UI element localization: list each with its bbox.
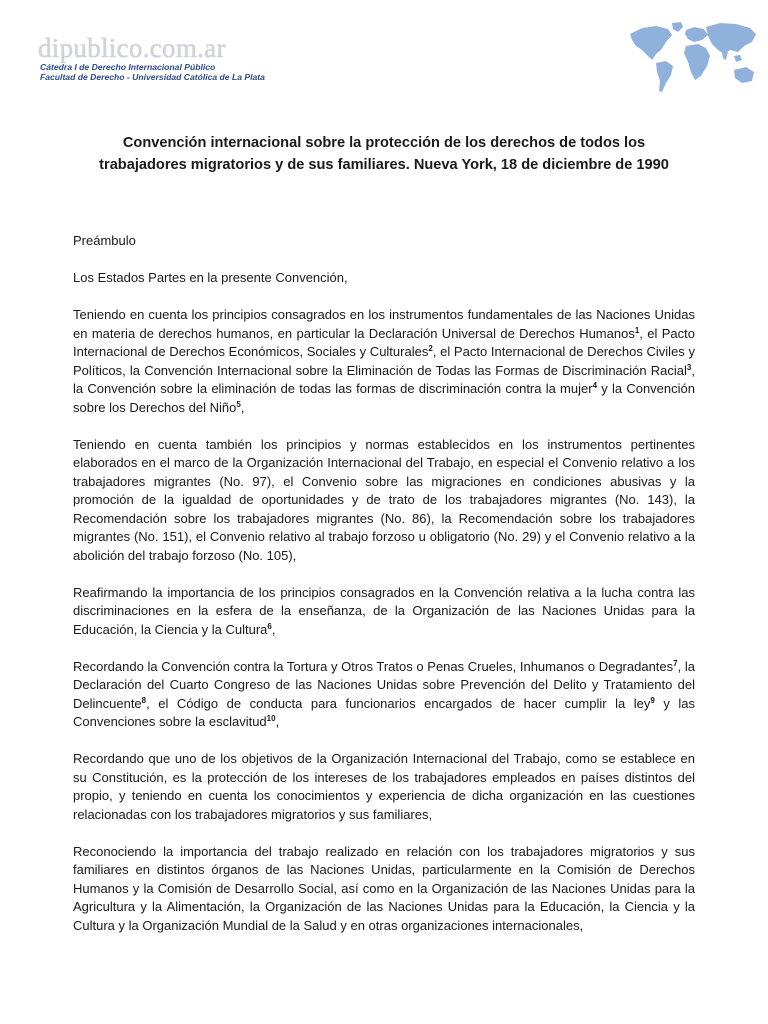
footnote-4: 4 <box>592 381 598 390</box>
p1-text-c: , el Pacto Internacional de Derechos Civiles y Políticos, la Convención Internacional sobre la Eliminación de Todas las Formas de Discriminación Racial <box>73 344 696 378</box>
p1-text-d: , la Convención sobre la eliminación de todas las formas de discriminación contra la mujer <box>73 362 695 396</box>
p4-text-d: y las Convenciones sobre la esclavitud <box>73 695 696 729</box>
paragraph-4 <box>73 658 695 732</box>
document-body <box>73 232 695 954</box>
page-header <box>0 0 768 100</box>
p1-text-b: , el Pacto Internacional de Derechos Económicos, Sociales y Culturales <box>73 325 695 359</box>
logo-title: dipublico.com.ar <box>38 33 226 63</box>
p3-text-b: , <box>271 621 276 637</box>
footnote-6: 6 <box>267 621 272 631</box>
footnote-3: 3 <box>686 362 692 372</box>
p1-text-f: , <box>240 399 245 415</box>
footnote-7: 7 <box>673 658 678 668</box>
document-title <box>60 132 708 176</box>
title-line-1: Convención internacional sobre la protección de los derechos de todos los <box>122 135 646 151</box>
world-map-icon <box>628 20 760 96</box>
footnote-2: 2 <box>428 344 433 353</box>
p3-text-a: Reafirmando la importancia de los principios consagrados en la Convención relativa a la lucha contra las discriminaciones en la esfera de la enseñanza, de la Organización de las Naciones Unidas para la Educación, la Ciencia y la Cultura <box>73 584 695 637</box>
paragraph-6: Reconociendo la importancia del trabajo realizado en relación con los trabajadores migratorios y sus familiares en distintos órganos de las Naciones Unidas, particularmente en la Comisión de Derechos Humanos y la Comisión de Desarrollo Social, así como en la Organización de las Naciones Unidas para la Agricultura y la Alimentación, la Organización de las Naciones Unidas para la Educación, la Ciencia y la Cultura y la Organización Mundial de la Salud y en otras organizaciones internacionales, <box>73 843 695 933</box>
paragraph-1 <box>73 306 695 417</box>
paragraph-5: Recordando que uno de los objetivos de la Organización Internacional del Trabajo, como se establece en su Constitución, es la protección de los intereses de los trabajadores empleados en países distintos del propio, y teniendo en cuenta los conocimientos y experiencia de dicha organización en las cuestiones relacionadas con los trabajadores migratorios y sus familiares, <box>73 751 695 822</box>
paragraph-2: Teniendo en cuenta también los principios y normas establecidos en los instrumentos pertinentes elaborados en el marco de la Organización Internacional del Trabajo, en especial el Convenio relativo a los trabajadores migrantes (No. 97), el Convenio sobre las migraciones en condiciones abusivas y la promoción de la igualdad de oportunidades y de trato de los trabajadores migrantes (No. 143), la Recomendación sobre los trabajadores migrantes (No. 86), la Recomendación sobre los trabajadores migrantes (No. 151), el Convenio relativo al trabajo forzoso u obligatorio (No. 29) y el Convenio relativo a la abolición del trabajo forzoso (No. 105), <box>73 436 695 563</box>
p4-text-a: Recordando la Convención contra la Tortura y Otros Tratos o Penas Crueles, Inhumanos o Degradantes <box>73 658 674 674</box>
logo-line-1: Cátedra I de Derecho Internacional Público <box>40 62 216 72</box>
logo-line-2: Facultad de Derecho - Universidad Católica de La Plata <box>40 72 265 82</box>
p4-text-e: , <box>275 714 280 729</box>
paragraph-3 <box>73 584 695 640</box>
site-logo <box>38 34 265 82</box>
footnote-5: 5 <box>236 399 241 409</box>
p1-text-a: Teniendo en cuenta los principios consagrados en los instrumentos fundamentales de las Naciones Unidas en materia de derechos humanos, en particular la Declaración Universal de Derechos Humanos <box>73 307 695 341</box>
footnote-9: 9 <box>650 695 655 705</box>
p4-text-c: , el Código de conducta para funcionarios encargados de hacer cumplir la ley <box>146 695 651 711</box>
section-heading: Preámbulo <box>73 233 136 248</box>
footnote-10: 10 <box>266 714 276 723</box>
footnote-8: 8 <box>141 695 147 705</box>
p1-text-e: y la Convención sobre los Derechos del Niño <box>73 381 695 415</box>
footnote-1: 1 <box>634 325 640 335</box>
title-line-2: trabajadores migratorios y de sus familiares. Nueva York, 18 de diciembre de 1990 <box>99 157 669 173</box>
parties-statement: Los Estados Partes en la presente Convención, <box>73 269 348 285</box>
p4-text-b: , la Declaración del Cuarto Congreso de las Naciones Unidas sobre Prevención del Delito y Tratamiento del Delincuente <box>73 658 695 711</box>
